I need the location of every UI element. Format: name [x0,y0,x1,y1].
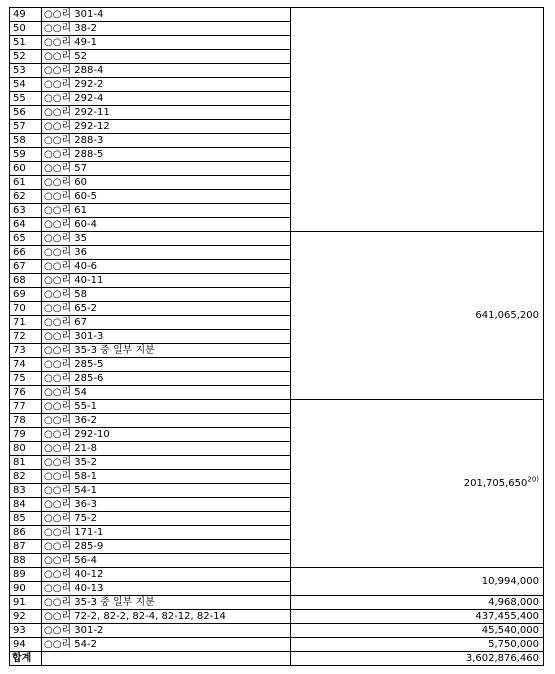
parcel-address [42,512,291,526]
parcel-address-text: ○○리 292-10 [44,429,110,440]
row-number: 86 [10,526,42,540]
parcel-address [42,358,291,372]
parcel-address [42,456,291,470]
parcel-address [42,414,291,428]
parcel-address [42,582,291,596]
parcel-address [42,288,291,302]
parcel-address-text: ○○리 40-13 [44,583,104,594]
table-row [10,568,544,582]
parcel-address-text: ○○리 55-1 [44,401,97,412]
parcel-address-text: ○○리 57 [44,163,88,174]
parcel-address [42,344,291,358]
parcel-address [42,316,291,330]
row-number: 64 [10,218,42,232]
parcel-address [42,134,291,148]
row-number: 70 [10,302,42,316]
parcel-address-text: ○○리 56-4 [44,555,97,566]
row-number: 69 [10,288,42,302]
row-number: 85 [10,512,42,526]
row-number: 59 [10,148,42,162]
row-number: 78 [10,414,42,428]
row-number: 74 [10,358,42,372]
amount-value: 45,540,000 [481,625,539,636]
row-number: 92 [10,610,42,624]
parcel-address-text: ○○리 75-2 [44,513,97,524]
row-number: 82 [10,470,42,484]
footnote-marker: 20) [527,475,539,484]
amount-value: 4,968,000 [488,597,539,608]
row-number: 52 [10,50,42,64]
parcel-address-text: ○○리 285-5 [44,359,104,370]
row-number: 53 [10,64,42,78]
table-row [10,232,544,246]
row-number: 77 [10,400,42,414]
parcel-address [42,610,291,624]
row-number: 84 [10,498,42,512]
parcel-address [42,596,291,610]
compensation-amount [291,8,544,232]
parcel-address [42,330,291,344]
compensation-amount [291,638,544,652]
row-number: 83 [10,484,42,498]
row-number: 51 [10,36,42,50]
parcel-address [42,302,291,316]
parcel-address-text: ○○리 36 [44,247,88,258]
parcel-address-text: ○○리 301-4 [44,9,104,20]
row-number: 66 [10,246,42,260]
parcel-address-text: ○○리 40-6 [44,261,97,272]
parcel-address-text: ○○리 67 [44,317,88,328]
row-number: 71 [10,316,42,330]
total-row [10,652,544,666]
parcel-address-text: ○○리 49-1 [44,37,97,48]
row-number: 79 [10,428,42,442]
parcel-address [42,36,291,50]
parcel-address [42,638,291,652]
row-number: 62 [10,190,42,204]
parcel-address-text: ○○리 54-2 [44,639,97,650]
amount-value: 437,455,400 [475,611,539,622]
parcel-address [42,470,291,484]
parcel-address-text: ○○리 58-1 [44,471,97,482]
parcel-address-text: ○○리 171-1 [44,527,104,538]
parcel-address-text: ○○리 285-6 [44,373,104,384]
parcel-address [42,624,291,638]
parcel-address [42,22,291,36]
parcel-address [42,260,291,274]
parcel-address [42,386,291,400]
parcel-address [42,78,291,92]
parcel-address-text: ○○리 288-5 [44,149,104,160]
row-number: 93 [10,624,42,638]
compensation-amount [291,568,544,596]
parcel-address-text: ○○리 36-2 [44,415,97,426]
row-number: 61 [10,176,42,190]
parcel-address-text: ○○리 301-2 [44,625,104,636]
table-row [10,400,544,414]
row-number: 63 [10,204,42,218]
parcel-address [42,372,291,386]
row-number: 50 [10,22,42,36]
parcel-address [42,190,291,204]
row-number: 58 [10,134,42,148]
amount-value: 10,994,000 [481,576,539,587]
parcel-address-text: ○○리 35-3 중 일부 지분 [44,345,155,356]
parcel-address [42,246,291,260]
parcel-address-text: ○○리 21-8 [44,443,97,454]
row-number: 67 [10,260,42,274]
row-number: 80 [10,442,42,456]
row-number: 88 [10,554,42,568]
row-number: 75 [10,372,42,386]
parcel-address [42,50,291,64]
parcel-address [42,218,291,232]
parcel-address-text: ○○리 292-11 [44,107,110,118]
row-number: 91 [10,596,42,610]
total-label: 합계 [10,652,42,666]
parcel-address [42,120,291,134]
compensation-amount [291,610,544,624]
parcel-address-text: ○○리 35-3 중 일부 지분 [44,597,155,608]
parcel-address [42,400,291,414]
amount-value: 641,065,200 [475,310,539,321]
parcel-address-text: ○○리 65-2 [44,303,97,314]
row-number: 60 [10,162,42,176]
parcel-address [42,162,291,176]
parcel-address-text: ○○리 301-3 [44,331,104,342]
compensation-amount [291,232,544,400]
parcel-address [42,204,291,218]
total-empty-cell [42,652,291,666]
parcel-address-text: ○○리 61 [44,205,88,216]
parcel-address [42,428,291,442]
row-number: 56 [10,106,42,120]
compensation-amount [291,596,544,610]
parcel-address-text: ○○리 288-3 [44,135,104,146]
row-number: 65 [10,232,42,246]
parcel-address [42,106,291,120]
parcel-address [42,92,291,106]
parcel-address-text: ○○리 38-2 [44,23,97,34]
parcel-address-text: ○○리 58 [44,289,88,300]
amount-value: 201,705,650 [463,478,528,489]
compensation-amount [291,400,544,568]
parcel-address-text: ○○리 54 [44,387,88,398]
land-compensation-table [9,7,544,666]
parcel-address [42,176,291,190]
parcel-address [42,442,291,456]
parcel-address-text: ○○리 40-12 [44,569,104,580]
amount-value: 5,750,000 [488,639,539,650]
row-number: 90 [10,582,42,596]
row-number: 73 [10,344,42,358]
parcel-address-text: ○○리 60 [44,177,88,188]
parcel-address-text: ○○리 292-4 [44,93,104,104]
row-number: 94 [10,638,42,652]
parcel-address-text: ○○리 35 [44,233,88,244]
parcel-address [42,64,291,78]
parcel-address [42,540,291,554]
total-amount: 3,602,876,460 [291,652,544,666]
parcel-address-text: ○○리 292-12 [44,121,110,132]
table-row [10,624,544,638]
parcel-address-text: ○○리 285-9 [44,541,104,552]
parcel-address-text: ○○리 40-11 [44,275,104,286]
row-number: 89 [10,568,42,582]
parcel-address [42,274,291,288]
table-row [10,8,544,22]
parcel-address-text: ○○리 288-4 [44,65,104,76]
compensation-amount [291,624,544,638]
parcel-address-text: ○○리 60-5 [44,191,97,202]
row-number: 87 [10,540,42,554]
parcel-address-text: ○○리 54-1 [44,485,97,496]
row-number: 68 [10,274,42,288]
parcel-address [42,8,291,22]
parcel-address [42,568,291,582]
table-row [10,610,544,624]
row-number: 55 [10,92,42,106]
parcel-address-text: ○○리 35-2 [44,457,97,468]
parcel-address-text: ○○리 52 [44,51,88,62]
parcel-address-text: ○○리 292-2 [44,79,104,90]
row-number: 72 [10,330,42,344]
parcel-address [42,484,291,498]
table-row [10,638,544,652]
table-row [10,596,544,610]
row-number: 57 [10,120,42,134]
parcel-address [42,526,291,540]
row-number: 76 [10,386,42,400]
table-body [10,8,544,666]
parcel-address-text: ○○리 60-4 [44,219,97,230]
parcel-address [42,498,291,512]
parcel-address [42,554,291,568]
parcel-address-text: ○○리 36-3 [44,499,97,510]
row-number: 49 [10,8,42,22]
row-number: 81 [10,456,42,470]
parcel-address [42,148,291,162]
row-number: 54 [10,78,42,92]
parcel-address-text: ○○리 72-2, 82-2, 82-4, 82-12, 82-14 [44,611,226,622]
parcel-address [42,232,291,246]
